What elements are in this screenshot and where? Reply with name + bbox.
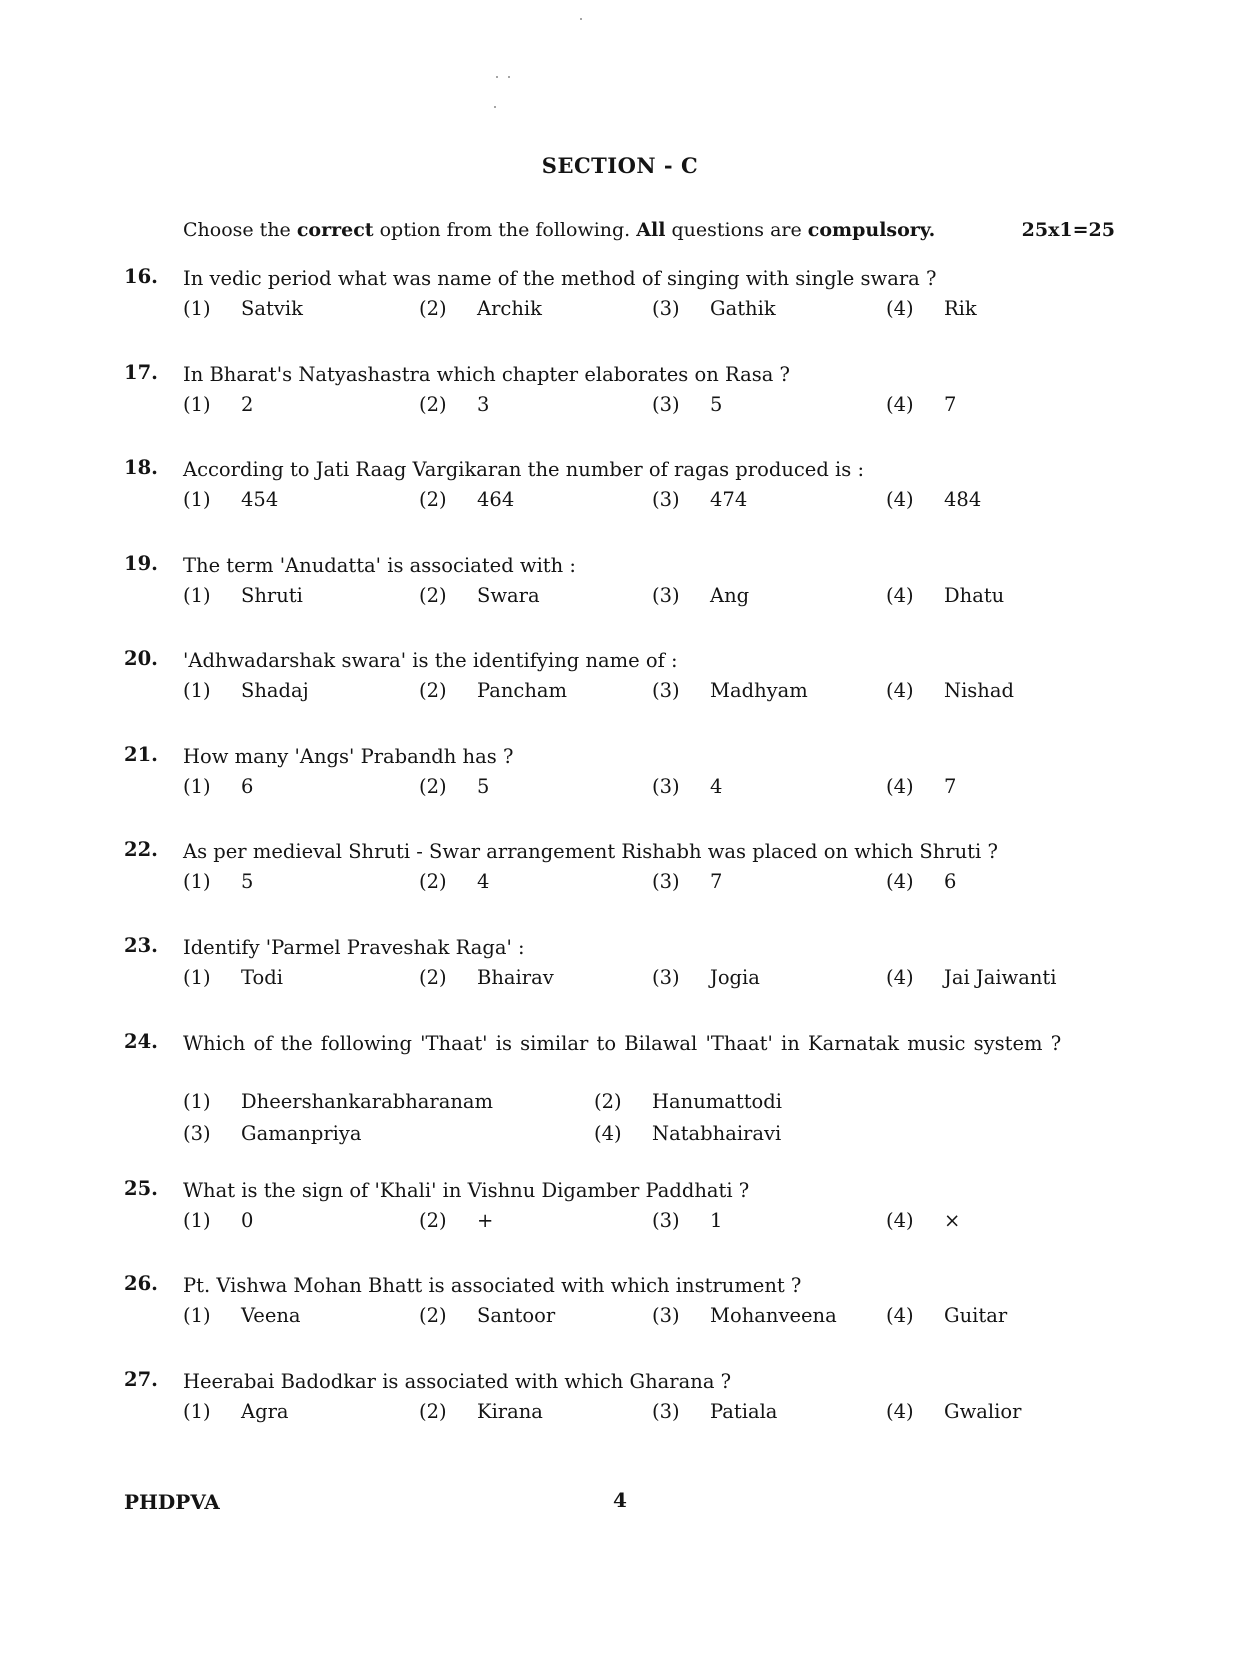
section-title: SECTION - C [541, 153, 699, 178]
option-number: (1) [183, 1400, 211, 1423]
option-number: (1) [183, 966, 211, 989]
option-4 [886, 584, 1004, 607]
option-number: (2) [419, 679, 447, 702]
option-text: Shruti [241, 584, 303, 607]
option-text: Mohanveena [710, 1304, 837, 1327]
option-text: Ang [710, 584, 750, 607]
option-3 [183, 1122, 362, 1145]
option-3 [652, 488, 747, 511]
question-number: 27. [124, 1368, 158, 1391]
option-4 [886, 966, 1057, 989]
option-text: 5 [710, 393, 723, 416]
question-number: 16. [124, 265, 158, 288]
option-4 [886, 1209, 960, 1232]
option-text: Gamanpriya [241, 1122, 362, 1145]
question-number: 20. [124, 647, 158, 670]
option-number: (3) [652, 1209, 680, 1232]
question-number: 23. [124, 934, 158, 957]
option-2 [419, 584, 540, 607]
option-number: (1) [183, 1209, 211, 1232]
option-4 [886, 775, 956, 798]
option-3 [652, 775, 722, 798]
question-text: Heerabai Badodkar is associated with which Gharana ? [183, 1370, 732, 1393]
option-3 [652, 393, 722, 416]
option-number: (1) [183, 1304, 211, 1327]
option-3 [652, 584, 749, 607]
question-text: 'Adhwadarshak swara' is the identifying name of : [183, 649, 678, 672]
option-text: Satvik [241, 297, 303, 320]
option-text: Shadaj [241, 679, 309, 702]
option-3 [652, 1304, 837, 1327]
option-text: × [944, 1209, 961, 1232]
option-number: (4) [886, 775, 914, 798]
option-text: Gathik [710, 297, 776, 320]
question-text: In Bharat's Natyashastra which chapter elaborates on Rasa ? [183, 363, 791, 386]
option-number: (4) [886, 679, 914, 702]
option-number: (3) [652, 775, 680, 798]
option-3 [652, 679, 808, 702]
option-text: Pancham [477, 679, 568, 702]
scan-speck [496, 76, 498, 78]
option-text: Santoor [477, 1304, 556, 1327]
option-text: Todi [241, 966, 283, 989]
option-3 [652, 1400, 777, 1423]
option-2 [419, 775, 489, 798]
option-number: (3) [652, 488, 680, 511]
option-text: Dheershankarabharanam [241, 1090, 494, 1113]
option-text: 0 [241, 1209, 254, 1232]
option-number: (4) [886, 1304, 914, 1327]
option-number: (1) [183, 584, 211, 607]
option-number: (4) [886, 488, 914, 511]
option-text: Agra [241, 1400, 289, 1423]
option-text: 454 [241, 488, 279, 511]
option-4 [886, 870, 956, 893]
option-4 [594, 1122, 781, 1145]
option-text: 6 [944, 870, 957, 893]
option-number: (2) [419, 775, 447, 798]
option-number: (3) [652, 1304, 680, 1327]
option-1 [183, 870, 253, 893]
question-text: Which of the following 'Thaat' is similar to Bilawal 'Thaat' in Karnatak music system ? [183, 1032, 1062, 1055]
option-text: Rik [944, 297, 977, 320]
option-1 [183, 584, 303, 607]
option-2 [419, 966, 554, 989]
option-number: (2) [419, 488, 447, 511]
option-3 [652, 1209, 722, 1232]
option-number: (3) [652, 1400, 680, 1423]
option-number: (4) [886, 297, 914, 320]
question-number: 24. [124, 1030, 158, 1053]
option-number: (3) [652, 393, 680, 416]
option-text: Dhatu [944, 584, 1005, 607]
option-1 [183, 297, 303, 320]
option-4 [886, 1304, 1007, 1327]
option-number: (2) [419, 1209, 447, 1232]
option-number: (1) [183, 488, 211, 511]
instruction-emphasis: compulsory. [807, 219, 936, 241]
option-text: 7 [944, 775, 957, 798]
option-number: (3) [652, 297, 680, 320]
option-1 [183, 775, 253, 798]
page-number: 4 [613, 1488, 627, 1512]
paper-code: PHDPVA [124, 1490, 220, 1514]
option-text: Madhyam [710, 679, 808, 702]
option-text: 7 [710, 870, 723, 893]
option-4 [886, 1400, 1021, 1423]
option-3 [652, 297, 776, 320]
question-text: What is the sign of 'Khali' in Vishnu Digamber Paddhati ? [183, 1179, 750, 1202]
option-2 [419, 393, 489, 416]
option-1 [183, 679, 309, 702]
option-1 [183, 393, 253, 416]
scan-speck [508, 76, 510, 78]
option-number: (2) [419, 870, 447, 893]
question-text: How many 'Angs' Prabandh has ? [183, 745, 514, 768]
option-text: Kirana [477, 1400, 543, 1423]
option-text: Jai Jaiwanti [944, 966, 1057, 989]
option-number: (4) [886, 393, 914, 416]
option-number: (4) [886, 584, 914, 607]
option-number: (4) [886, 1400, 914, 1423]
option-2 [419, 297, 542, 320]
option-text: 6 [241, 775, 254, 798]
option-2 [594, 1090, 782, 1113]
option-number: (2) [419, 966, 447, 989]
question-number: 21. [124, 743, 158, 766]
option-2 [419, 1209, 493, 1232]
question-text: Pt. Vishwa Mohan Bhatt is associated with which instrument ? [183, 1274, 802, 1297]
option-text: Archik [477, 297, 542, 320]
option-1 [183, 1090, 493, 1113]
option-number: (3) [652, 584, 680, 607]
option-text: 2 [241, 393, 254, 416]
option-number: (3) [652, 870, 680, 893]
option-number: (1) [183, 297, 211, 320]
option-4 [886, 679, 1014, 702]
option-text: 4 [477, 870, 490, 893]
question-text: According to Jati Raag Vargikaran the number of ragas produced is : [183, 458, 865, 481]
option-2 [419, 870, 489, 893]
option-number: (1) [183, 393, 211, 416]
option-number: (2) [594, 1090, 622, 1113]
option-1 [183, 1400, 289, 1423]
option-text: Guitar [944, 1304, 1008, 1327]
option-text: 5 [241, 870, 254, 893]
marks-allocation: 25x1=25 [1021, 219, 1115, 241]
instruction-emphasis: All [636, 219, 666, 241]
instructions [183, 216, 1115, 244]
question-number: 17. [124, 361, 158, 384]
question-number: 26. [124, 1272, 158, 1295]
option-text: 474 [710, 488, 748, 511]
instruction-text: option from the following. [373, 219, 637, 241]
option-4 [886, 393, 956, 416]
option-text: 3 [477, 393, 490, 416]
question-number: 19. [124, 552, 158, 575]
option-1 [183, 1209, 253, 1232]
option-number: (3) [652, 679, 680, 702]
question-text: The term 'Anudatta' is associated with : [183, 554, 576, 577]
question-number: 18. [124, 456, 158, 479]
option-number: (1) [183, 870, 211, 893]
option-text: Patiala [710, 1400, 778, 1423]
option-text: Swara [477, 584, 540, 607]
scan-speck [494, 106, 496, 108]
option-number: (3) [652, 966, 680, 989]
option-text: 4 [710, 775, 723, 798]
question-number: 25. [124, 1177, 158, 1200]
option-number: (2) [419, 393, 447, 416]
option-number: (4) [886, 870, 914, 893]
question-text: In vedic period what was name of the method of singing with single swara ? [183, 267, 937, 290]
option-4 [886, 297, 977, 320]
option-number: (2) [419, 1304, 447, 1327]
option-text: Nishad [944, 679, 1014, 702]
instruction-text: Choose the [183, 219, 297, 241]
option-text: 1 [710, 1209, 723, 1232]
option-3 [652, 870, 722, 893]
option-3 [652, 966, 760, 989]
option-1 [183, 966, 283, 989]
option-number: (4) [594, 1122, 622, 1145]
instruction-emphasis: correct [296, 219, 374, 241]
question-text: Identify 'Parmel Praveshak Raga' : [183, 936, 525, 959]
option-text: 464 [477, 488, 515, 511]
option-text: Veena [241, 1304, 301, 1327]
option-1 [183, 488, 278, 511]
option-number: (2) [419, 584, 447, 607]
option-number: (4) [886, 966, 914, 989]
option-number: (1) [183, 775, 211, 798]
option-number: (1) [183, 679, 211, 702]
option-number: (2) [419, 297, 447, 320]
option-text: + [477, 1209, 494, 1232]
option-number: (4) [886, 1209, 914, 1232]
question-text: As per medieval Shruti - Swar arrangement Rishabh was placed on which Shruti ? [183, 840, 998, 863]
option-2 [419, 488, 514, 511]
option-text: 484 [944, 488, 982, 511]
option-1 [183, 1304, 301, 1327]
option-text: 5 [477, 775, 490, 798]
option-2 [419, 679, 567, 702]
scan-speck [580, 18, 582, 20]
option-number: (1) [183, 1090, 211, 1113]
option-text: Natabhairavi [652, 1122, 782, 1145]
option-text: Jogia [710, 966, 760, 989]
option-number: (2) [419, 1400, 447, 1423]
option-2 [419, 1400, 543, 1423]
instruction-text: questions are [665, 219, 808, 241]
option-2 [419, 1304, 555, 1327]
option-text: Gwalior [944, 1400, 1022, 1423]
option-4 [886, 488, 981, 511]
question-number: 22. [124, 838, 158, 861]
option-text: 7 [944, 393, 957, 416]
option-text: Hanumattodi [652, 1090, 782, 1113]
option-number: (3) [183, 1122, 211, 1145]
option-text: Bhairav [477, 966, 554, 989]
